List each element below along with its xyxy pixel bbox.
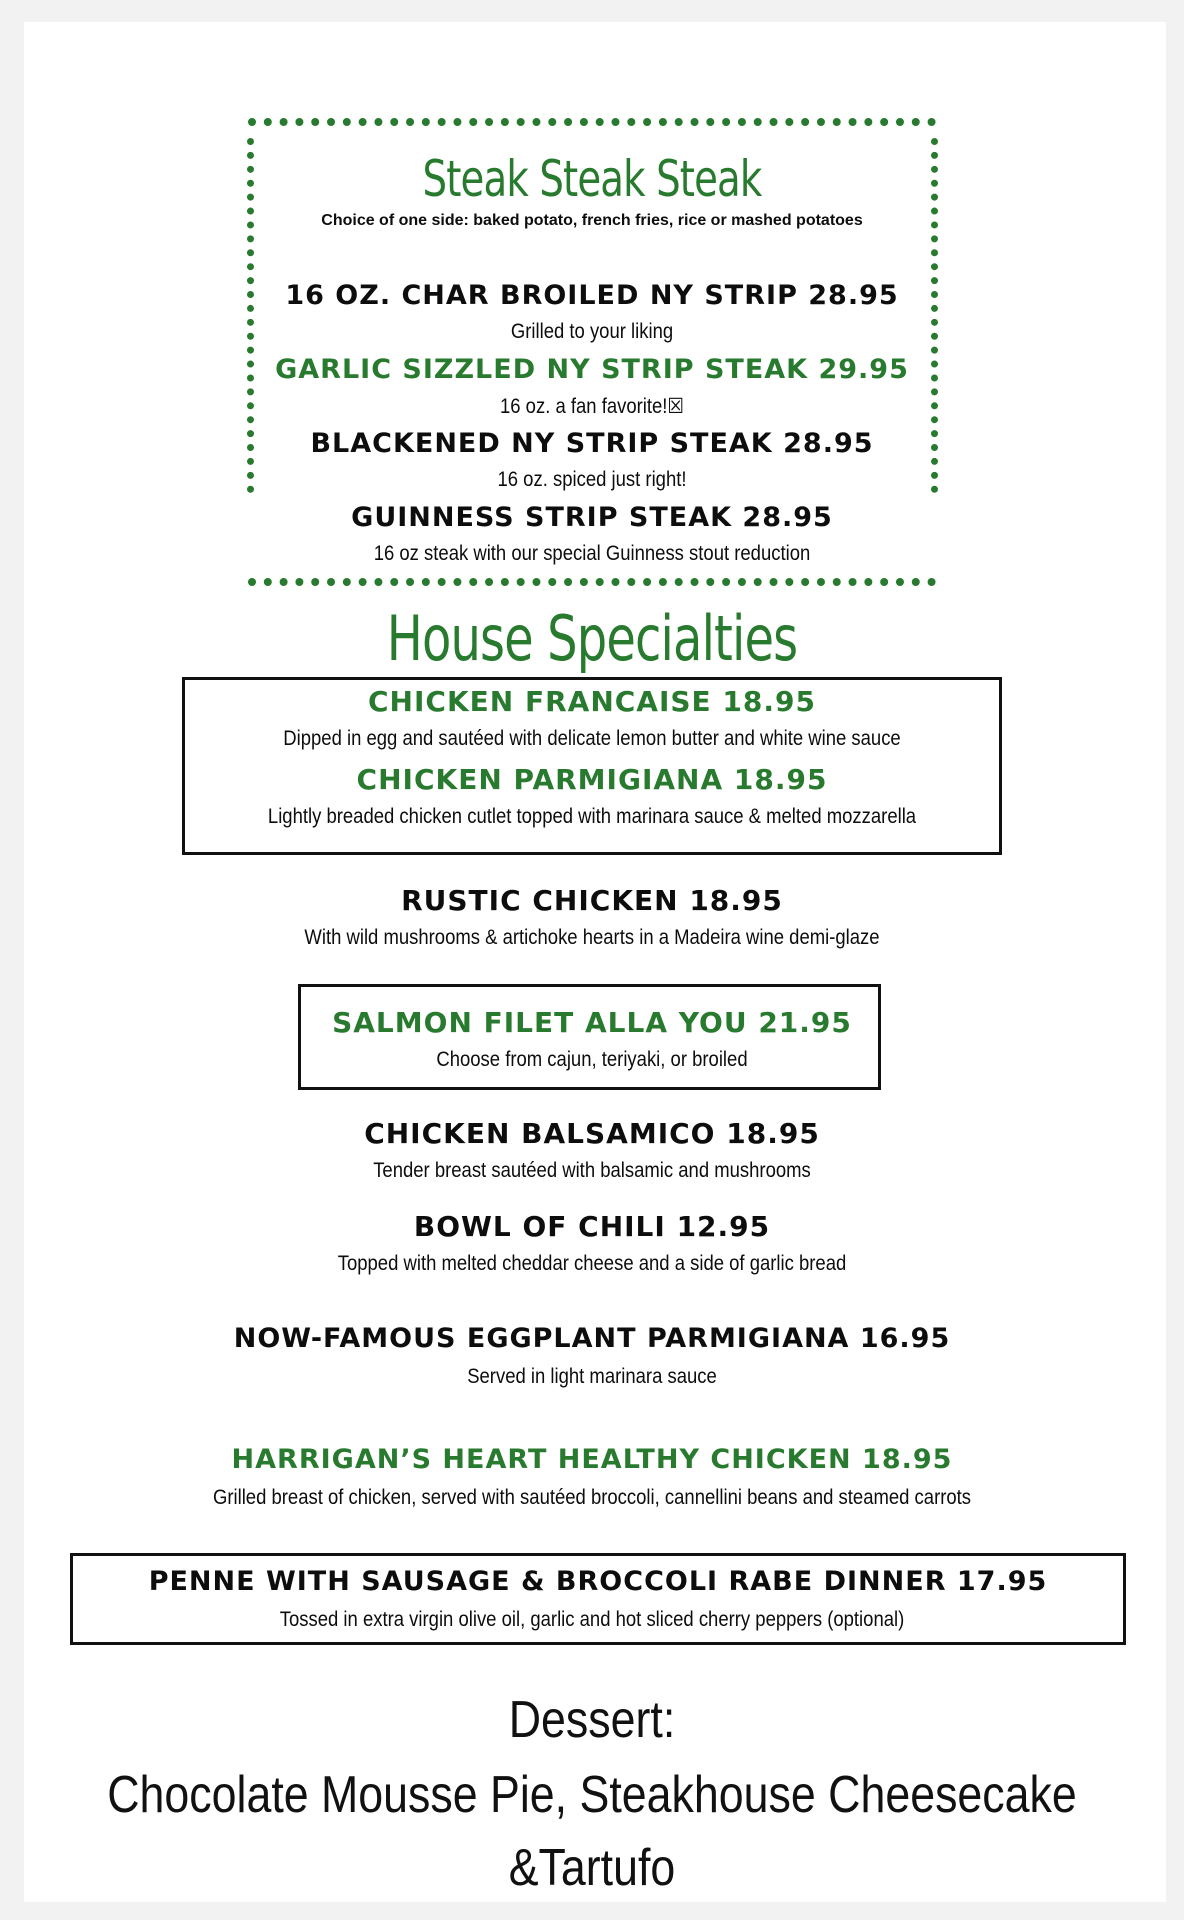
house-specialties-title: House Specialties: [386, 602, 798, 675]
menu-item-desc: 16 oz. spiced just right!: [497, 468, 687, 491]
menu-item-desc: 16 oz. a fan favorite!☒: [499, 395, 685, 418]
menu-item-desc: Choose from cajun, teriyaki, or broiled: [436, 1048, 748, 1071]
menu-item-name: SALMON FILET ALLA YOU 21.95: [332, 1006, 852, 1039]
menu-item-desc: 16 oz steak with our special Guinness stout reduction: [373, 542, 811, 565]
menu-item-name: CHICKEN PARMIGIANA 18.95: [356, 763, 828, 796]
menu-item-desc: Served in light marinara sauce: [467, 1365, 717, 1388]
menu-item-desc: Grilled to your liking: [510, 320, 674, 343]
dessert-line-1: Chocolate Mousse Pie, Steakhouse Cheesecake: [107, 1766, 1077, 1824]
dessert-line-2: &Tartufo: [508, 1839, 676, 1897]
menu-item-name: RUSTIC CHICKEN 18.95: [401, 884, 783, 917]
menu-item-desc: Tender breast sautéed with balsamic and mushrooms: [373, 1159, 811, 1182]
menu-item-name: 16 OZ. CHAR BROILED NY STRIP 28.95: [285, 280, 899, 311]
menu-item-desc: Grilled breast of chicken, served with sautéed broccoli, cannellini beans and steamed carrots: [212, 1486, 972, 1509]
menu-item-desc: Tossed in extra virgin olive oil, garlic and hot sliced cherry peppers (optional): [279, 1608, 905, 1631]
dessert-label: Dessert:: [508, 1691, 676, 1749]
menu-item-name: PENNE WITH SAUSAGE & BROCCOLI RABE DINNER 17.95: [148, 1566, 1048, 1597]
menu-item-desc: Lightly breaded chicken cutlet topped with marinara sauce & melted mozzarella: [267, 805, 917, 828]
menu-item-name: CHICKEN FRANCAISE 18.95: [368, 685, 816, 718]
menu-item-name: GARLIC SIZZLED NY STRIP STEAK 29.95: [275, 354, 909, 385]
menu-item-name: BOWL OF CHILI 12.95: [413, 1210, 771, 1243]
menu-item-name: CHICKEN BALSAMICO 18.95: [364, 1117, 820, 1150]
steak-section-title: Steak Steak Steak: [422, 150, 762, 208]
menu-item-name: GUINNESS STRIP STEAK 28.95: [351, 502, 833, 533]
menu-item-desc: Dipped in egg and sautéed with delicate lemon butter and white wine sauce: [283, 727, 901, 750]
menu-item-name: NOW-FAMOUS EGGPLANT PARMIGIANA 16.95: [233, 1323, 951, 1354]
menu-item-desc: With wild mushrooms & artichoke hearts in a Madeira wine demi-glaze: [304, 926, 880, 949]
menu-item-name: BLACKENED NY STRIP STEAK 28.95: [310, 428, 874, 459]
steak-side-note: Choice of one side: baked potato, french fries, rice or mashed potatoes: [321, 212, 863, 229]
menu-item-name: HARRIGAN’S HEART HEALTHY CHICKEN 18.95: [231, 1444, 953, 1475]
menu-item-desc: Topped with melted cheddar cheese and a side of garlic bread: [337, 1252, 847, 1275]
